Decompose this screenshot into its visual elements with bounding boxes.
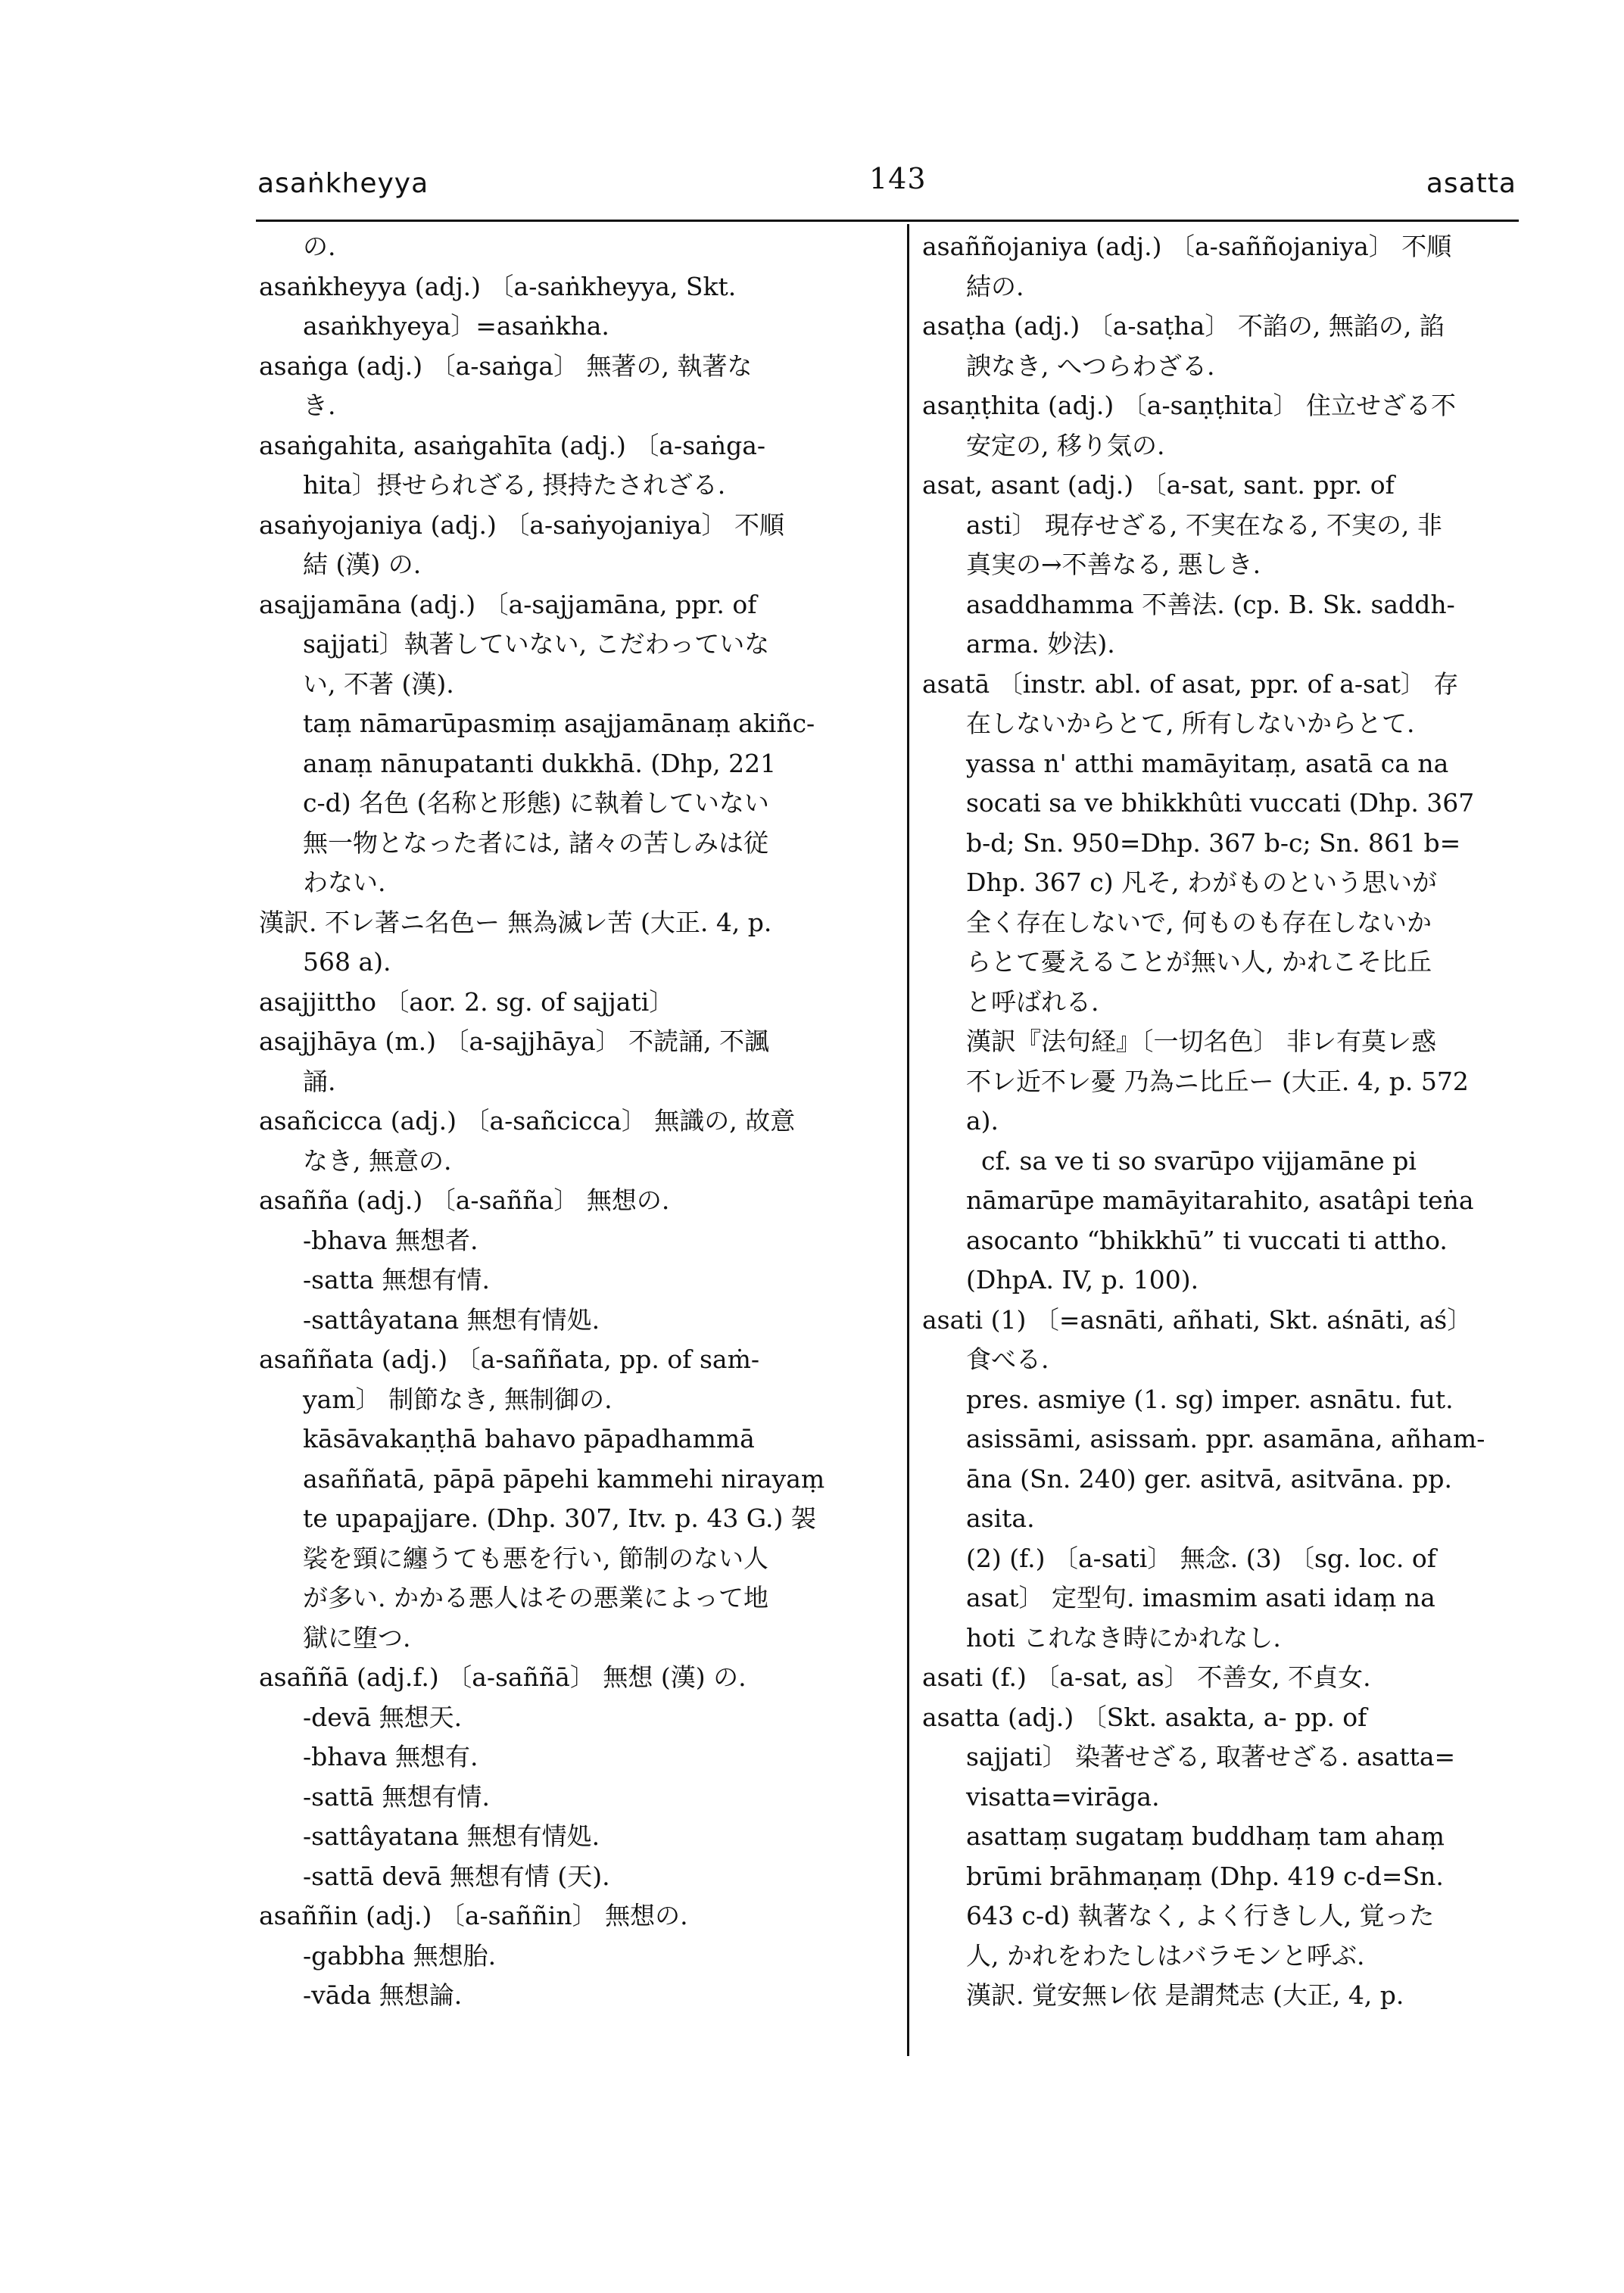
entry-line: asocanto “bhikkhū” ti vuccati ti attho. (966, 1225, 1448, 1255)
entry-line: 結の. (966, 271, 1024, 301)
entry-line: なき, 無意の. (303, 1145, 452, 1176)
entry-line: 諛なき, へつらわざる. (966, 350, 1215, 381)
entry-headline: asaṅga (adj.) 〔a-saṅga〕 無著の, 執著な (259, 350, 753, 381)
entry-headline: asaṅyojaniya (adj.) 〔a-saṅyojaniya〕 不順 (259, 509, 785, 540)
header-rule (256, 220, 1519, 222)
column-divider (907, 224, 909, 2056)
right-column (922, 227, 1525, 2016)
entry-line: (2) (f.) 〔a-sati〕 無念. (3) 〔sg. loc. of (966, 1543, 1436, 1573)
entry-line: 在しないからとて, 所有しないからとて. (966, 709, 1415, 738)
entry-line: -sattā devā 無想有情 (天). (303, 1861, 610, 1891)
entry-line: わない. (303, 868, 386, 897)
entry-line: 漢訳『法句経』〔一切名色〕 非レ有莫レ惑 (966, 1027, 1436, 1056)
entry-headline: asaññin (adj.) 〔a-saññin〕 無想の. (259, 1901, 688, 1930)
entry-line: 裟を頸に纏うても悪を行い, 節制のない人 (303, 1543, 768, 1573)
entry-line: āna (Sn. 240) ger. asitvā, asitvāna. pp. (966, 1463, 1453, 1494)
entry-line: a). (966, 1106, 999, 1136)
entry-line: anaṃ nānupatanti dukkhā. (Dhp, 221 (303, 748, 777, 778)
entry-line: 無一物となった者には, 諸々の苦しみは従 (303, 827, 768, 858)
entry-line: 568 a). (303, 947, 391, 977)
entry-line: taṃ nāmarūpasmiṃ asajjamānaṃ akiñc- (303, 709, 815, 738)
entry-line: 食べる. (966, 1344, 1049, 1374)
entry-line: -gabbha 無想胎. (303, 1940, 497, 1971)
entry-line: asaṅkhyeya〕=asaṅkha. (303, 311, 609, 341)
entry-line: -bhava 無想者. (303, 1225, 478, 1255)
entry-line: 人, かれをわたしはバラモンと呼ぶ. (966, 1940, 1365, 1971)
entry-line: asaññatā, pāpā pāpehi kammehi nirayaṃ (303, 1463, 825, 1494)
entry-line: socati sa ve bhikkhûti vuccati (Dhp. 367 (966, 788, 1475, 818)
entry-headline: asaññojaniya (adj.) 〔a-saññojaniya〕 不順 (922, 232, 1452, 261)
entry-headline: asaññata (adj.) 〔a-saññata, pp. of saṁ- (259, 1344, 760, 1374)
entry-line: 643 c-d) 執著なく, よく行きし人, 覚った (966, 1901, 1435, 1930)
entry-line: asaddhamma 不善法. (cp. B. Sk. saddh- (966, 589, 1455, 619)
entry-line: 獄に堕つ. (303, 1622, 411, 1653)
entry-line: visatta=virāga. (966, 1781, 1160, 1812)
running-head-last-entry: asatta (1426, 168, 1516, 199)
running-head-first-entry: asaṅkheyya (257, 168, 429, 199)
entry-headline: asaṅkheyya (adj.) 〔a-saṅkheyya, Skt. (259, 271, 737, 301)
entry-line: -satta 無想有情. (303, 1265, 490, 1294)
entry-line: asita. (966, 1503, 1035, 1533)
entry-headline: asajjhāya (m.) 〔a-sajjhāya〕 不読誦, 不諷 (259, 1027, 770, 1056)
entry-line: brūmi brāhmaṇaṃ (Dhp. 419 c-d=Sn. (966, 1861, 1444, 1891)
entry-headline: asaṅgahita, asaṅgahīta (adj.) 〔a-saṅga- (259, 430, 766, 460)
entry-line: -sattâyatana 無想有情処. (303, 1304, 600, 1335)
entry-headline: asañcicca (adj.) 〔a-sañcicca〕 無識の, 故意 (259, 1106, 796, 1136)
entry-line: -sattâyatana 無想有情処. (303, 1821, 600, 1851)
entry-headline: asañña (adj.) 〔a-sañña〕 無想の. (259, 1185, 670, 1215)
entry-headline: asat, asant (adj.) 〔a-sat, sant. ppr. of (922, 470, 1395, 500)
entry-line: hoti これなき時にかれなし. (966, 1622, 1281, 1653)
entry-line: と呼ばれる. (966, 986, 1099, 1017)
entry-line: -sattā 無想有情. (303, 1781, 490, 1812)
entry-line: 全く存在しないで, 何ものも存在しないか (966, 907, 1432, 937)
entry-line: asattaṃ sugataṃ buddhaṃ tam ahaṃ (966, 1821, 1445, 1851)
left-column (259, 227, 880, 2016)
entry-headline: asaññā (adj.f.) 〔a-saññā〕 無想 (漢) の. (259, 1662, 747, 1692)
entry-line: sajjati〕 染著せざる, 取著せざる. asatta= (966, 1742, 1456, 1771)
entry-line: asat〕 定型句. imasmim asati idaṃ na (966, 1583, 1435, 1612)
entry-line: cf. sa ve ti so svarūpo vijjamāne pi (981, 1145, 1417, 1176)
entry-line: 誦. (303, 1066, 336, 1096)
entry-headline: asaṇṭhita (adj.) 〔a-saṇṭhita〕 住立せざる不 (922, 391, 1456, 420)
entry-line: asti〕 現存せざる, 不実在なる, 不実の, 非 (966, 509, 1442, 540)
entry-line: sajjati〕執著していない, こだわっていな (303, 629, 770, 659)
entry-line: らとて憂えることが無い人, かれこそ比丘 (966, 947, 1432, 977)
entry-headline: asati (1) 〔=asnāti, añhati, Skt. aśnāti, aś〕 (922, 1304, 1473, 1335)
entry-line: arma. 妙法). (966, 629, 1115, 659)
entry-headline: asaṭha (adj.) 〔a-saṭha〕 不諂の, 無諂の, 諂 (922, 311, 1445, 341)
entry-line: 真実の→不善なる, 悪しき. (966, 550, 1261, 579)
entry-line: c-d) 名色 (名称と形態) に執着していない (303, 788, 769, 818)
entry-line: asissāmi, asissaṁ. ppr. asamāna, añham- (966, 1424, 1485, 1453)
entry-line: nāmarūpe mamāyitarahito, asatâpi teṅa (966, 1185, 1474, 1215)
entry-line: き. (303, 391, 336, 420)
entry-line: yassa n' atthi mamāyitaṃ, asatā ca na (966, 748, 1449, 778)
entry-line: -vāda 無想論. (303, 1980, 463, 2010)
entry-line: kāsāvakaṇṭhā bahavo pāpadhammā (303, 1424, 755, 1453)
page-number: 143 (869, 162, 927, 195)
entry-headline: 漢訳. 不レ著ニ名色ー 無為滅レ苦 (大正. 4, p. (259, 907, 772, 937)
entry-headline: asati (f.) 〔a-sat, as〕 不善女, 不貞女. (922, 1662, 1371, 1692)
entry-headline: asajjittho 〔aor. 2. sg. of sajjati〕 (259, 986, 675, 1017)
entry-line: 漢訳. 覚安無レ依 是謂梵志 (大正, 4, p. (966, 1980, 1404, 2010)
entry-line: -devā 無想天. (303, 1702, 463, 1732)
entry-line: te upapajjare. (Dhp. 307, Itv. p. 43 G.) 袈 (303, 1503, 816, 1533)
entry-line: Dhp. 367 c) 凡そ, わがものという思いが (966, 868, 1438, 897)
entry-headline: asatta (adj.) 〔Skt. asakta, a- pp. of (922, 1702, 1367, 1732)
entry-line: が多い. かかる悪人はその悪業によって地 (303, 1583, 768, 1612)
entry-line: pres. asmiye (1. sg) imper. asnātu. fut. (966, 1384, 1454, 1414)
entry-line: b-d; Sn. 950=Dhp. 367 b-c; Sn. 861 b= (966, 827, 1461, 858)
entry-line: hita〕摂せられざる, 摂持たされざる. (303, 470, 726, 500)
entry-headline: asajjamāna (adj.) 〔a-sajjamāna, ppr. of (259, 589, 757, 619)
entry-line: 結 (漢) の. (303, 550, 422, 579)
entry-line: 安定の, 移り気の. (966, 430, 1165, 460)
entry-line: yam〕 制節なき, 無制御の. (303, 1384, 613, 1414)
entry-line: の. (303, 232, 336, 261)
entry-line: (DhpA. IV, p. 100). (966, 1265, 1199, 1294)
entry-line: い, 不著 (漢). (303, 668, 454, 699)
entry-headline: asatā 〔instr. abl. of asat, ppr. of a-sat〕 存 (922, 668, 1459, 699)
entry-line: 不レ近不レ憂 乃為ニ比丘ー (大正. 4, p. 572 (966, 1066, 1469, 1096)
entry-line: -bhava 無想有. (303, 1742, 478, 1771)
